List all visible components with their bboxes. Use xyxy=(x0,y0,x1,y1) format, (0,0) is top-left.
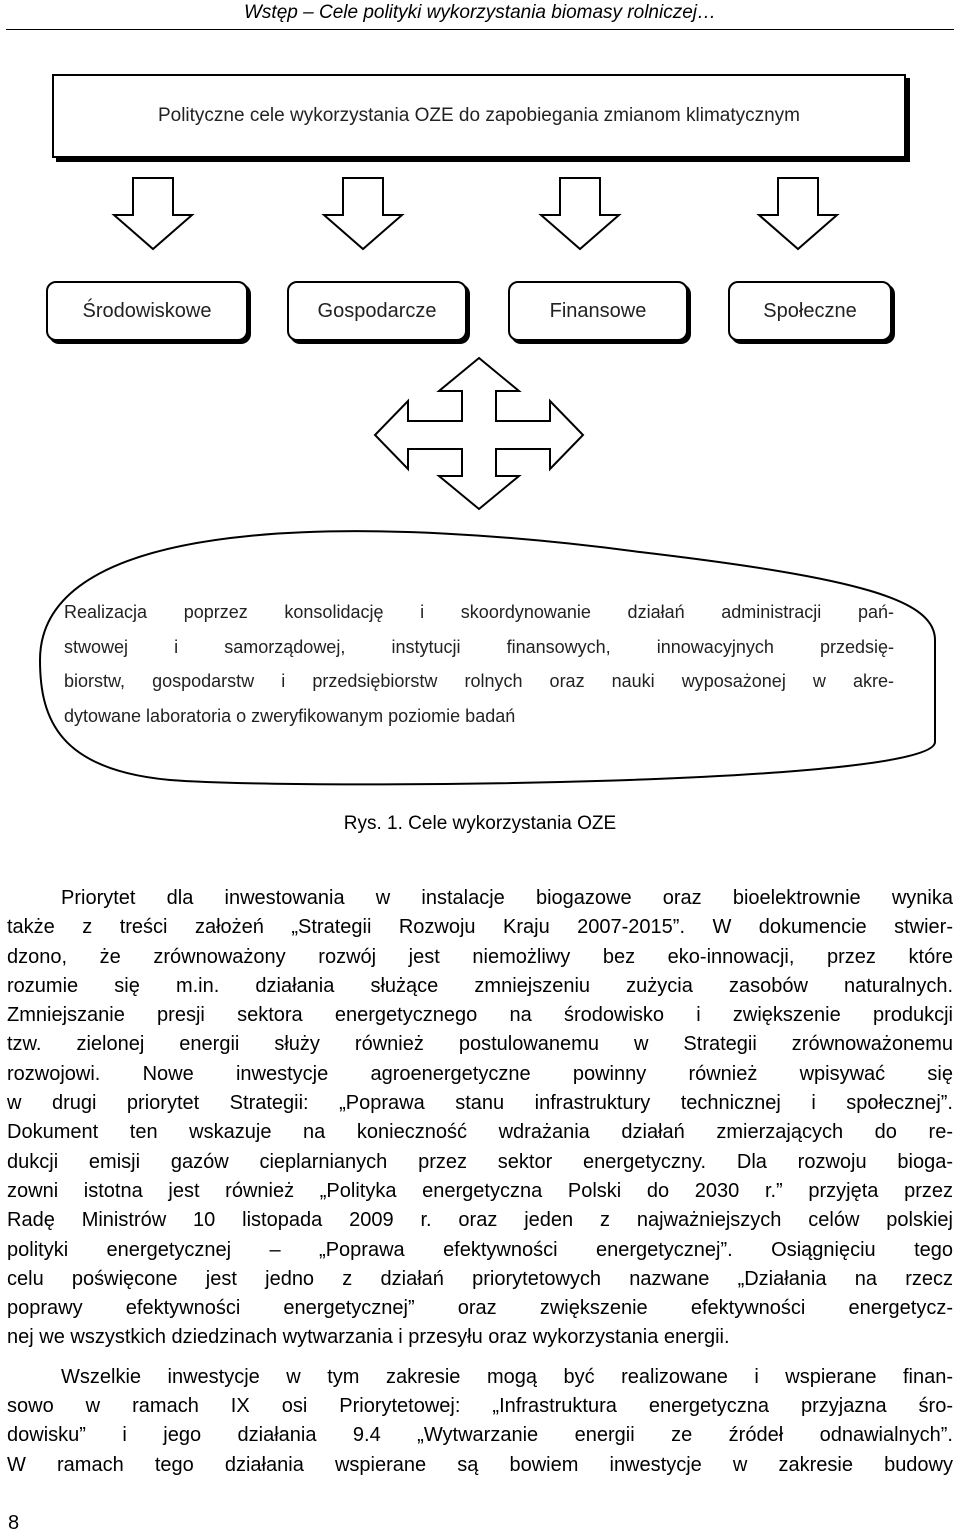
running-header: Wstęp – Cele polityki wykorzystania biomasy rolniczej… xyxy=(244,2,716,23)
text-line: Zmniejszanie presji sektora energetycznego na środowisko i zwiększenie produkcji xyxy=(7,1004,953,1027)
text-line: dowisku” i jego działania 9.4 „Wytwarzanie energii ze źródeł odnawialnych”. xyxy=(7,1424,953,1447)
text-line: rozumie się m.in. działania służące zmniejszeniu zużycia zasobów naturalnych. xyxy=(7,974,953,997)
down-arrow-icon xyxy=(324,178,402,249)
text-line: także z treści założeń „Strategii Rozwoju Kraju 2007-2015”. W dokumencie stwier- xyxy=(7,916,953,939)
down-arrow-icon xyxy=(114,178,192,249)
text-line: W ramach tego działania wspierane są bowiem inwestycje w zakresie budowy xyxy=(7,1453,953,1476)
category-financial: Finansowe xyxy=(508,281,688,341)
text-line: w drugi priorytet Strategii: „Poprawa stanu infrastruktury technicznej i społecznej”. xyxy=(7,1092,953,1115)
body-text xyxy=(7,884,953,1480)
text-line: Priorytet dla inwestowania w instalacje biogazowe oraz bioelektrownie wynika xyxy=(61,887,953,909)
text-line: Radę Ministrów 10 listopada 2009 r. oraz jeden z najważniejszych celów polskiej xyxy=(7,1209,953,1232)
down-arrow-icon xyxy=(541,178,619,249)
text-line: celu poświęcone jest jedno z działań priorytetowych nazwane „Działania na rzecz xyxy=(7,1267,953,1290)
text-line: tzw. zielonej energii służy również postulowanemu w Strategii zrównoważonemu xyxy=(7,1033,953,1056)
ellipse-line: stwowej i samorządowej, instytucji finansowych, innowacyjnych przedsię- xyxy=(64,636,894,657)
ellipse-line: dytowane laboratoria o zweryfikowanym poziomie badań xyxy=(64,705,516,726)
figure-caption: Rys. 1. Cele wykorzystania OZE xyxy=(343,813,617,834)
text-line: sowo w ramach IX osi Priorytetowej: „Infrastruktura energetyczna przyjazna śro- xyxy=(7,1395,953,1418)
text-line: Dokument ten wskazuje na konieczność wdrażania działań zmierzających do re- xyxy=(7,1121,953,1144)
text-line: dukcji emisji gazów cieplarnianych przez sektor energetyczny. Dla rozwoju bioga- xyxy=(7,1150,953,1173)
text-line: rozwojowi. Nowe inwestycje agroenergetyczne powinny również wpisywać się xyxy=(7,1062,953,1085)
text-line: nej we wszystkich dziedzinach wytwarzania i przesyłu oraz wykorzystania energii. xyxy=(7,1326,730,1349)
category-social: Społeczne xyxy=(728,281,892,341)
text-line: dzono, że zrównoważony rozwój jest niemożliwy bez eko-innowacji, przez które xyxy=(7,945,953,968)
text-line: polityki energetycznej – „Poprawa efektywności energetycznej”. Osiągnięciu tego xyxy=(7,1238,953,1261)
realization-text xyxy=(64,595,894,733)
text-line: zowni istotna jest również „Polityka energetyczna Polski do 2030 r.” przyjęta przez xyxy=(7,1179,953,1202)
policy-goals-box: Polityczne cele wykorzystania OZE do zapobiegania zmianom klimatycznym xyxy=(52,74,906,158)
down-arrow-icon xyxy=(759,178,837,249)
four-way-arrow-icon xyxy=(375,358,583,509)
category-environmental: Środowiskowe xyxy=(46,281,248,341)
ellipse-line: Realizacja poprzez konsolidację i skoordynowanie działań administracji pań- xyxy=(64,602,894,622)
category-economic: Gospodarcze xyxy=(287,281,467,341)
ellipse-line: biorstw, gospodarstw i przedsiębiorstw rolnych oraz nauki wyposażonej w akre- xyxy=(64,671,894,691)
text-line: Wszelkie inwestycje w tym zakresie mogą być realizowane i wspierane finan- xyxy=(61,1365,953,1388)
text-line: poprawy efektywności energetycznej” oraz zwiększenie efektywności energetycz- xyxy=(7,1297,953,1320)
page-number: 8 xyxy=(8,1512,20,1534)
